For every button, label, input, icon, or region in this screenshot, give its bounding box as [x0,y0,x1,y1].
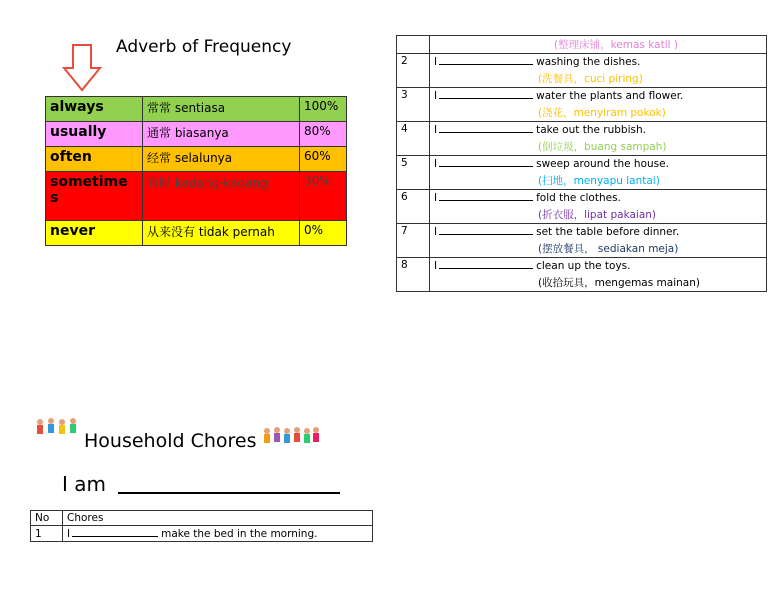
chores-table [30,510,373,542]
translation-text: (摆放餐具， sediakan meja) [538,243,679,255]
translation-cell: 从来没有 tidak pernah [143,221,300,246]
chores-table-continued [396,35,767,292]
row-number: 3 [397,88,430,122]
table-row [397,258,767,292]
table-row [397,190,767,224]
frequency-row [46,172,347,221]
row-number: 6 [397,190,430,224]
chore-cell [430,224,767,258]
blank-line [439,191,533,201]
chore-text: fold the clothes. [536,192,621,204]
chore-text: take out the rubbish. [536,124,646,136]
frequency-row [46,221,347,246]
blank-line [439,89,533,99]
header-no: No [31,511,63,526]
table-header-row [31,511,373,526]
row-number: 8 [397,258,430,292]
chore-prefix: I [434,260,438,272]
percent-cell: 0% [300,221,347,246]
adverb-cell: usually [46,122,143,147]
chore-prefix: I [434,56,438,68]
adverb-cell: sometime s [46,172,143,221]
percent-cell: 100% [300,97,347,122]
translation-text: (扫地，menyapu lantai) [538,175,660,187]
frequency-row [46,147,347,172]
chore-cell [430,122,767,156]
chore-cell [63,526,373,542]
blank-line [439,55,533,65]
adverb-cell: always [46,97,143,122]
chore-cell [430,190,767,224]
chore-text: water the plants and flower. [536,90,684,102]
table-row [397,54,767,88]
blank-line [439,157,533,167]
chore-cell [430,156,767,190]
translation-text: (折衣服，lipat pakaian) [538,209,657,221]
chore-prefix: I [434,90,438,102]
header-chores: Chores [63,511,373,526]
frequency-row [46,122,347,147]
chore-text: washing the dishes. [536,56,641,68]
i-am-label: I am [62,472,106,496]
chore-text: set the table before dinner. [536,226,680,238]
chore-prefix: I [434,158,438,170]
table-row [31,526,373,542]
chore-text: clean up the toys. [536,260,631,272]
row-number [397,36,430,54]
blank-line [439,225,533,235]
translation-text: (浇花，menyiram pokok) [538,107,666,119]
translation-text: (洗餐具，cuci piring) [538,73,643,85]
blank-line [439,123,533,133]
row-number: 2 [397,54,430,88]
translation-cell: 通常 biasanya [143,122,300,147]
adverb-title: Adverb of Frequency [116,37,292,57]
chore-text: sweep around the house. [536,158,669,170]
table-row [397,122,767,156]
name-line [118,492,340,494]
chore-cell [430,54,767,88]
translation-text: (倒垃圾，buang sampah) [538,141,667,153]
translation-text: (收拾玩具，mengemas mainan) [538,277,700,289]
kids-icon [262,425,320,447]
table-row [397,36,767,54]
chore-prefix: I [434,192,438,204]
row-number: 4 [397,122,430,156]
row-number: 5 [397,156,430,190]
chore-text: make the bed in the morning. [161,528,318,540]
household-title: Household Chores [84,430,257,452]
table-row [397,156,767,190]
chore-cell [430,88,767,122]
frequency-row [46,97,347,122]
percent-cell: 80% [300,122,347,147]
chore-prefix: I [67,528,71,540]
frequency-table [45,96,347,246]
blank-line [439,259,533,269]
table-row [397,88,767,122]
blank-line [72,527,158,537]
row-number: 7 [397,224,430,258]
percent-cell: 30% [300,172,347,221]
chore-prefix: I [434,124,438,136]
adverb-cell: never [46,221,143,246]
translation-text: (整理床铺，kemas katil ) [430,36,767,54]
translation-cell: 有时 kadang-kadang [143,172,300,221]
kids-icon [34,416,82,438]
chore-prefix: I [434,226,438,238]
row-number: 1 [31,526,63,542]
translation-cell: 常常 sentiasa [143,97,300,122]
percent-cell: 60% [300,147,347,172]
down-arrow-icon [62,44,102,92]
translation-cell: 经常 selalunya [143,147,300,172]
adverb-cell: often [46,147,143,172]
chore-cell [430,258,767,292]
table-row [397,224,767,258]
